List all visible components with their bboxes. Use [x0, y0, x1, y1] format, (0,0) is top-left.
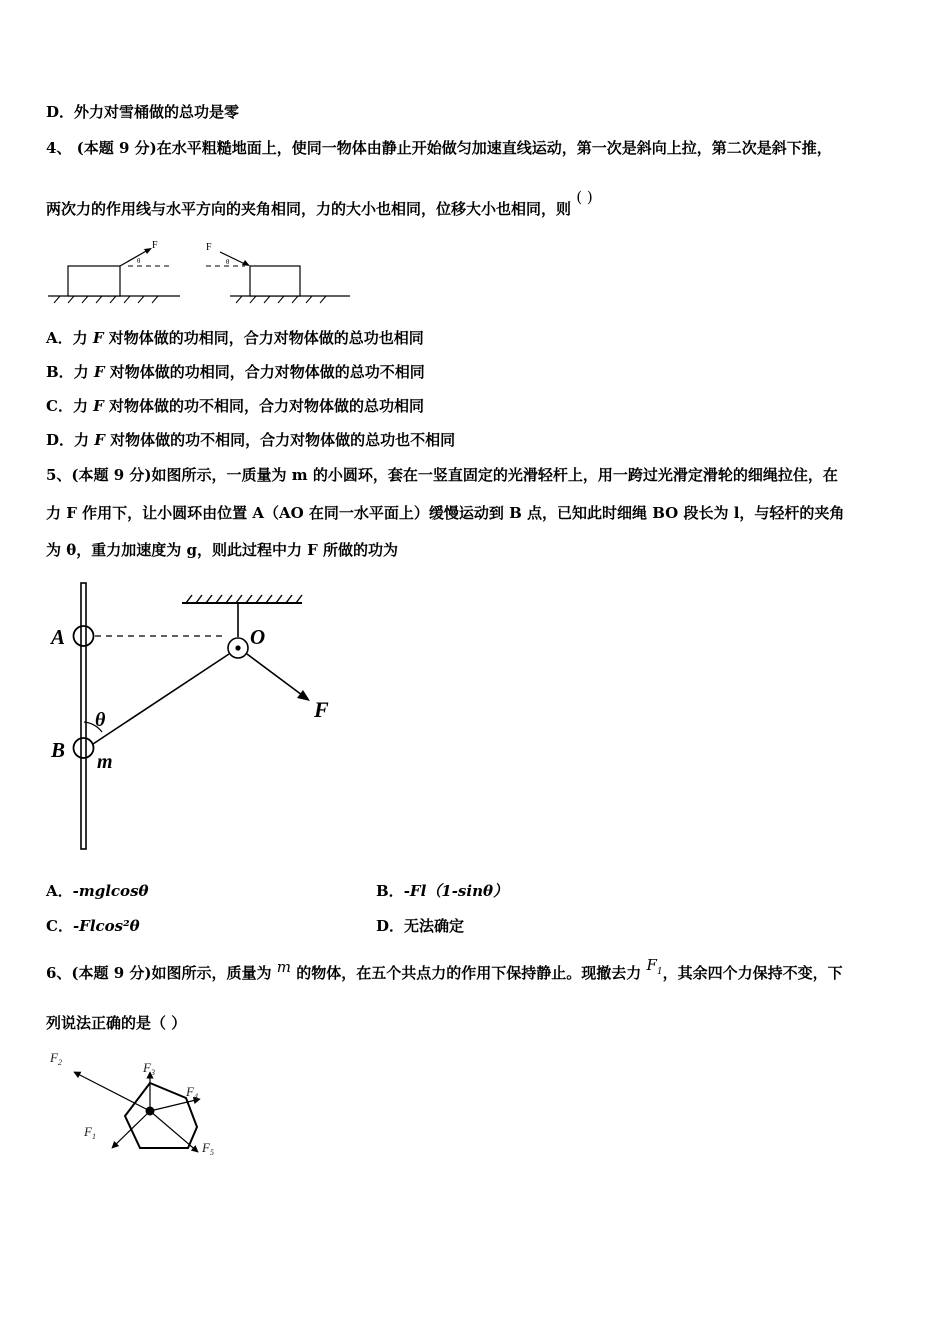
q4-option-b-prefix: B．力	[46, 363, 94, 381]
q4-option-b-var: F	[93, 363, 105, 381]
q4-right-force-label: F	[206, 242, 212, 253]
q6-f1-subscript: 1	[656, 967, 663, 977]
q4-block-right	[250, 266, 300, 296]
q6-stem-line2: 列说法正确的是（ ）	[46, 1014, 187, 1032]
q4-option-c	[46, 396, 424, 416]
q6-label-f1-sub: 1	[91, 1132, 96, 1141]
q4-option-d-text: 对物体做的功不相同，合力对物体做的总功也不相同	[104, 431, 456, 449]
q4-right-angle-label: θ	[226, 258, 230, 266]
q6-stem-line1	[46, 956, 843, 990]
q6-label-f3-sub: 3	[150, 1068, 155, 1077]
q5-vertical-rod	[81, 583, 86, 849]
q5-option-c-value: -Flcos²θ	[72, 917, 140, 935]
q4-answer-paren: ( )	[576, 188, 593, 206]
q4-option-b-text: 对物体做的功相同，合力对物体做的总功不相同	[104, 363, 425, 381]
q4-figure	[40, 236, 360, 306]
q5-option-d	[376, 916, 464, 936]
q4-option-d-prefix: D．力	[46, 431, 95, 449]
q4-stem-line1: 4、 (本题 9 分)在水平粗糙地面上，使同一物体由静止开始做匀加速直线运动，第一次是斜向上拉，第二次是斜下推，	[46, 139, 832, 157]
q4-left-force-label: F	[152, 240, 158, 251]
q5-stem-line2: 力 F 作用下，让小圆环由位置 A（AO 在同一水平面上）缓慢运动到 B 点，已知此时细绳 BO 段长为 l，与轻杆的夹角	[46, 504, 845, 522]
q5-label-o: O	[250, 625, 266, 649]
q4-option-a	[46, 328, 424, 348]
svg-text:F4	[185, 1084, 198, 1101]
q6-label-f5-sub: 5	[209, 1148, 214, 1157]
q4-option-c-prefix: C．力	[46, 397, 94, 415]
q4-stem-line2	[46, 188, 593, 219]
q4-option-a-var: F	[92, 329, 104, 347]
q6-f1-symbol	[646, 956, 663, 977]
q5-label-theta: θ	[95, 709, 106, 731]
q4-option-a-text: 对物体做的功相同，合力对物体做的总功也相同	[103, 329, 424, 347]
q4-option-a-prefix: A．力	[46, 329, 93, 347]
q5-figure	[40, 575, 350, 860]
q5-label-f: F	[314, 697, 329, 722]
q6-label-f1: F	[84, 1124, 92, 1139]
q5-option-a-value: -mglcosθ	[72, 882, 149, 900]
q4-option-c-var: F	[93, 397, 104, 415]
q5-option-b	[376, 881, 508, 901]
q6-stem-text-b: 的物体，在五个共点力的作用下保持静止。现撤去力	[296, 964, 642, 982]
q4-option-c-text: 对物体做的功不相同，合力对物体做的总功相同	[103, 397, 425, 415]
q6-label-f3: F	[143, 1060, 151, 1075]
q6-stem-text-c: ，其余四个力保持不变，下	[662, 964, 843, 982]
q4-option-d	[46, 430, 455, 450]
q6-label-f4: F	[186, 1084, 194, 1099]
svg-text:F2	[49, 1050, 62, 1067]
q3-option-d: D．外力对雪桶做的总功是零	[46, 103, 240, 121]
q4-option-b	[46, 362, 425, 382]
q5-label-b: B	[51, 738, 66, 762]
q6-label-f2: F	[50, 1050, 58, 1065]
q5-label-m: m	[97, 751, 113, 773]
q5-stem-line3: 为 θ，重力加速度为 g，则此过程中力 F 所做的功为	[46, 541, 399, 559]
q6-label-f4-sub: 4	[193, 1092, 198, 1101]
q6-stem-text-a: 6、(本题 9 分)如图所示，质量为	[46, 964, 272, 982]
q4-stem-text: 两次力的作用线与水平方向的夹角相同，力的大小也相同，位移大小也相同，则	[46, 200, 572, 218]
q5-option-d-value: 无法确定	[404, 917, 465, 935]
q4-option-d-var: F	[94, 431, 105, 449]
q5-option-b-value: -Fl（1-sinθ）	[403, 882, 508, 900]
q6-label-f5: F	[202, 1140, 210, 1155]
q5-option-c	[46, 916, 140, 936]
q5-option-d-label: D．	[376, 917, 405, 935]
q6-f1-letter: F	[646, 956, 657, 974]
q4-left-angle-label: θ	[137, 257, 141, 265]
q5-label-a: A	[51, 625, 66, 649]
q5-option-a	[46, 881, 149, 901]
q5-option-a-label: A．	[46, 882, 73, 900]
q5-option-b-label: B．	[376, 882, 404, 900]
svg-text:F3	[142, 1060, 155, 1077]
svg-text:F5	[201, 1140, 214, 1157]
q4-block-left	[68, 266, 120, 296]
q6-mass-symbol: m	[276, 958, 291, 976]
q5-stem-line1: 5、(本题 9 分)如图所示，一质量为 m 的小圆环，套在一竖直固定的光滑轻杆上，用一跨过光滑定滑轮的细绳拉住，在	[46, 466, 838, 484]
q6-figure	[40, 1042, 230, 1167]
svg-text:F1	[83, 1124, 96, 1141]
q5-option-c-label: C．	[46, 917, 73, 935]
q6-label-f2-sub: 2	[57, 1058, 62, 1067]
